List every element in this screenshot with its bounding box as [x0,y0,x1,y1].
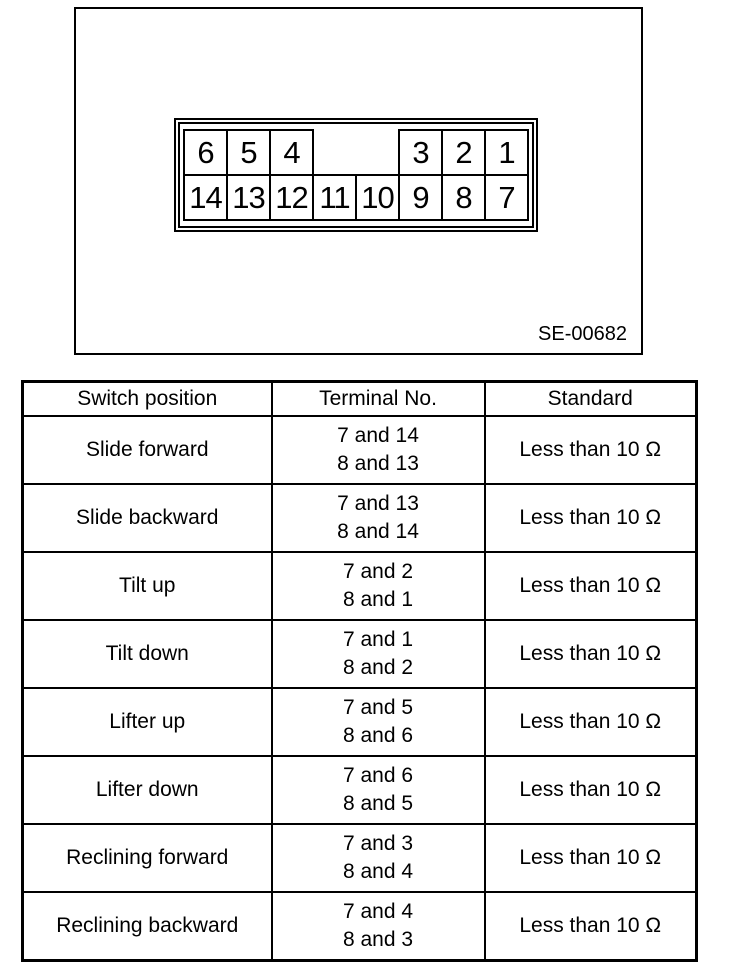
table-row [23,892,697,961]
pin-8: 8 [442,175,485,220]
header-standard: Standard [485,382,697,417]
switch-position-cell: Lifter down [23,756,272,824]
terminal-line-2: 8 and 4 [342,860,414,883]
pin-11: 11 [313,175,356,220]
terminal-cell [272,620,485,688]
terminal-line-2: 8 and 6 [342,724,414,747]
terminal-cell [272,824,485,892]
terminal-line-1: 7 and 5 [342,696,414,719]
connector-pin-grid [183,129,529,221]
terminal-line-2: 8 and 1 [342,588,414,611]
switch-spec-table [21,380,698,962]
table-header-row [23,382,697,417]
table-row [23,484,697,552]
table-row [23,620,697,688]
terminal-line-2: 8 and 2 [342,656,414,679]
standard-cell: Less than 10 Ω [485,688,697,756]
pin-5: 5 [227,130,270,175]
terminal-cell [272,756,485,824]
table-row [23,552,697,620]
terminal-line-1: 7 and 2 [342,560,414,583]
switch-position-cell: Lifter up [23,688,272,756]
connector-housing [174,118,538,232]
standard-cell: Less than 10 Ω [485,892,697,961]
terminal-line-2: 8 and 14 [337,520,419,543]
header-terminal-no: Terminal No. [272,382,485,417]
switch-position-cell: Reclining forward [23,824,272,892]
pin-13: 13 [227,175,270,220]
table-row [23,416,697,484]
pin-1: 1 [485,130,528,175]
pin-6: 6 [184,130,227,175]
terminal-line-2: 8 and 5 [342,792,414,815]
terminal-line-1: 7 and 1 [342,628,414,651]
terminal-cell [272,416,485,484]
pin-2: 2 [442,130,485,175]
terminal-line-1: 7 and 6 [342,764,414,787]
terminal-line-1: 7 and 3 [342,832,414,855]
terminal-line-2: 8 and 3 [342,928,414,951]
pin-4: 4 [270,130,313,175]
table-row [23,756,697,824]
pin-7: 7 [485,175,528,220]
terminal-cell [272,484,485,552]
switch-position-cell: Tilt down [23,620,272,688]
standard-cell: Less than 10 Ω [485,620,697,688]
figure-code: SE-00682 [538,323,627,345]
standard-cell: Less than 10 Ω [485,824,697,892]
pin-row-top [184,130,528,175]
connector-housing-inner [178,122,534,228]
pin-12: 12 [270,175,313,220]
table-row [23,824,697,892]
switch-position-cell: Reclining backward [23,892,272,961]
connector-figure [74,7,643,355]
pin-blank [313,130,356,175]
terminal-line-2: 8 and 13 [337,452,419,475]
pin-3: 3 [399,130,442,175]
standard-cell: Less than 10 Ω [485,484,697,552]
terminal-line-1: 7 and 4 [342,900,414,923]
switch-position-cell: Slide forward [23,416,272,484]
standard-cell: Less than 10 Ω [485,416,697,484]
standard-cell: Less than 10 Ω [485,756,697,824]
switch-position-cell: Slide backward [23,484,272,552]
terminal-cell [272,552,485,620]
pin-row-bottom [184,175,528,220]
pin-14: 14 [184,175,227,220]
table-row [23,688,697,756]
pin-10: 10 [356,175,399,220]
standard-cell: Less than 10 Ω [485,552,697,620]
terminal-cell [272,688,485,756]
pin-blank [356,130,399,175]
header-switch-position: Switch position [23,382,272,417]
terminal-cell [272,892,485,961]
terminal-line-1: 7 and 13 [337,492,419,515]
switch-position-cell: Tilt up [23,552,272,620]
pin-9: 9 [399,175,442,220]
terminal-line-1: 7 and 14 [337,424,419,447]
